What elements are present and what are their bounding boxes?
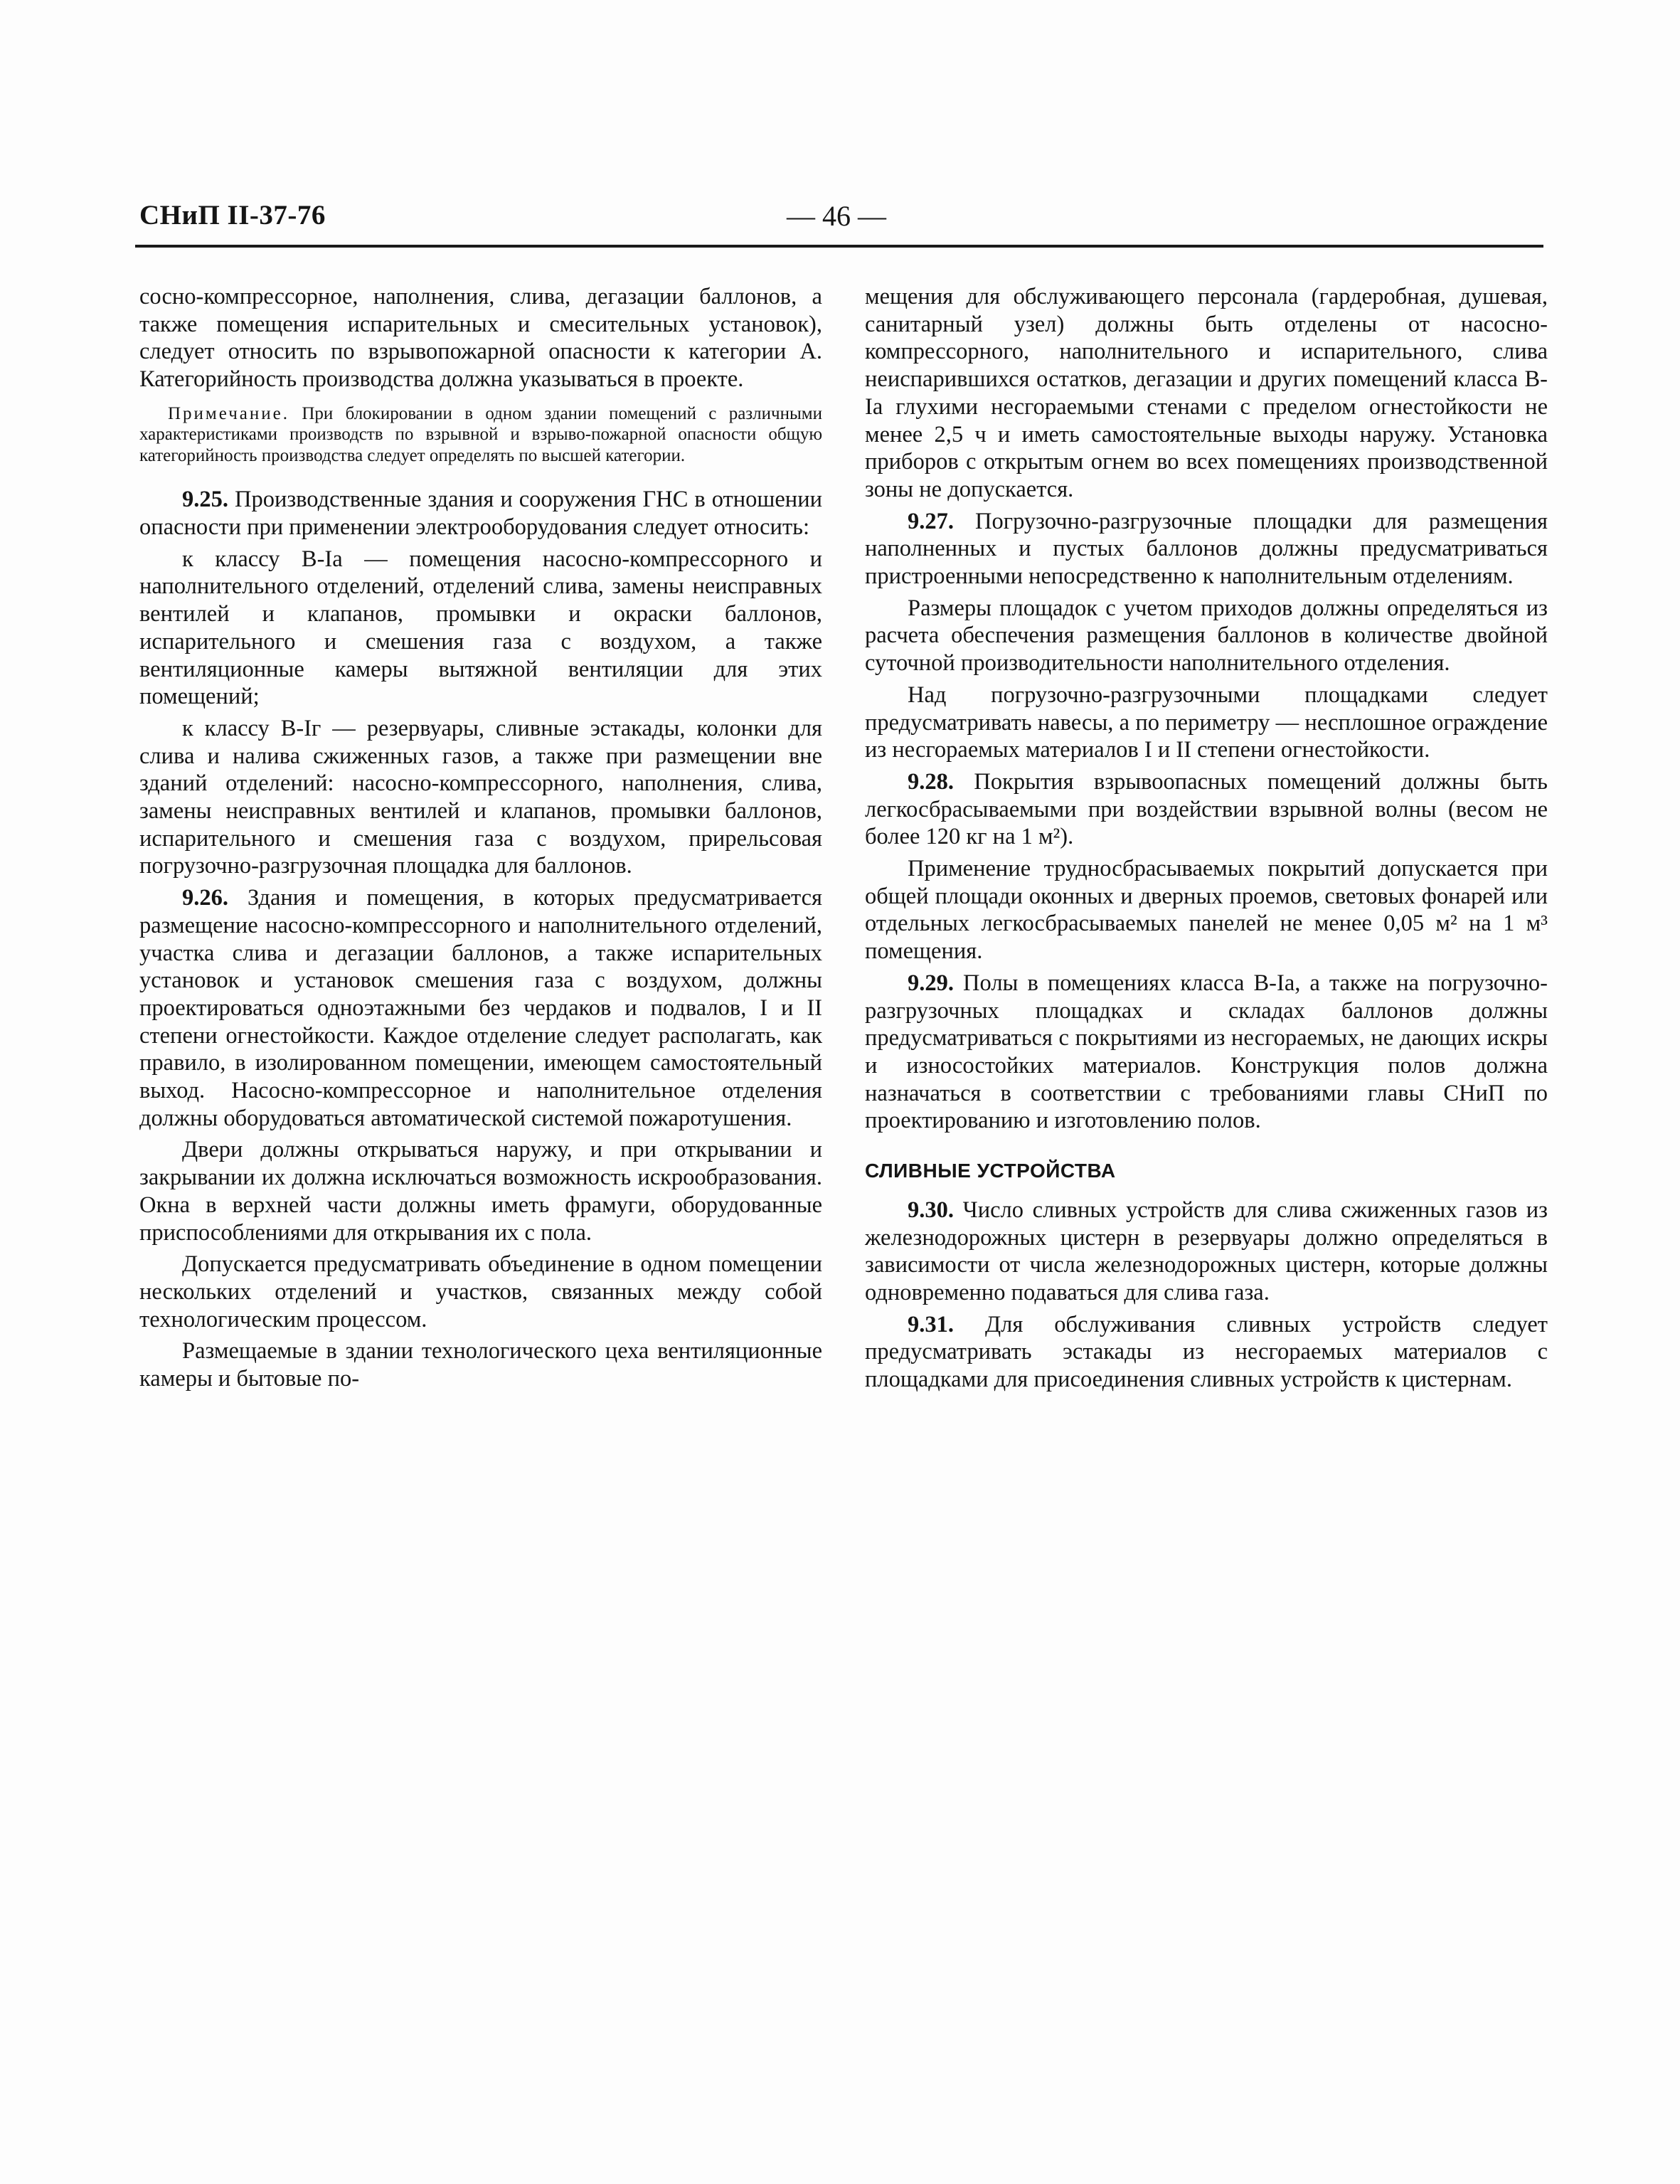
clause-9-31	[865, 1311, 1548, 1394]
page-header	[139, 199, 1533, 246]
clause-9-25-class-b: к классу В-Iг — резервуары, сливные эстакады, колонки для слива и налива сжиженных газов, а также при размещении вне зданий отделений: насосно-компрессорного, наполнения, слива, замены неисправных вентилей и клапанов, промывки баллонов, испарительного и смешения газа с воздухом, прирельсовая погрузочно-разгрузочная площадка для баллонов.	[139, 715, 822, 879]
note	[139, 403, 822, 467]
clause-text: Погрузочно-разгрузочные площадки для размещения наполненных и пустых баллонов должны предусматриваться пристроенными непосредственно к наполнительным отделениям.	[865, 508, 1548, 590]
clause-number: 9.25.	[182, 487, 228, 513]
right-column	[865, 283, 1548, 1398]
page-number: — 46 —	[787, 200, 886, 232]
paragraph-doors: Двери должны открываться наружу, и при открывании и закрывании их должна исключаться возможность искрообразования. Окна в верхней части должны иметь фрамуги, оборудованные приспособлениями для открывания их с пола.	[139, 1137, 822, 1246]
clause-text: Полы в помещениях класса В-Iа, а также на погрузочно-разгрузочных площадках и складах баллонов должны предусматриваться с покрытиями из несгораемых, не дающих искры и износостойких материалов. Конструкция полов должна назначаться в соответствии с требованиями главы СНиП по проектированию и изготовлению полов.	[865, 970, 1548, 1134]
clause-text: Производственные здания и сооружения ГНС в отношении опасности при применении электрооборудования следует относить:	[139, 487, 822, 541]
paragraph-sizes: Размеры площадок с учетом приходов должны определяться из расчета обеспечения размещения баллонов в количестве двойной суточной производительности наполнительного отделения.	[865, 595, 1548, 677]
paragraph-continued-right: мещения для обслуживающего персонала (гардеробная, душевая, санитарный узел) должны быть отделены от насосно-компрессорного, наполнительного и испарительного, слива неиспарившихся остатков, дегазации и других помещений класса В-Iа глухими несгораемыми стенами с пределом огнестойкости не менее 2,5 ч и иметь самостоятельные выходы наружу. Установка приборов с открытым огнем во всех помещениях производственной зоны не допускается.	[865, 284, 1548, 502]
clause-number: 9.26.	[182, 885, 228, 911]
clause-9-28	[865, 768, 1548, 851]
clause-number: 9.31.	[908, 1311, 954, 1337]
clause-number: 9.28.	[908, 768, 954, 795]
clause-9-25-class-a: к классу В-Iа — помещения насосно-компрессорного и наполнительного отделений, отделений слива, замены неисправных вентилей и клапанов, промывки и окраски баллонов, испарительного и смешения газа с воздухом, а также вентиляционные камеры вытяжной вентиляции для этих помещений;	[139, 546, 822, 710]
left-column	[139, 283, 822, 1397]
clause-number: 9.27.	[908, 508, 954, 534]
paragraph-combine: Допускается предусматривать объединение в одном помещении нескольких отделений и участков, связанных между собой технологическим процессом.	[139, 1251, 822, 1332]
header-rule	[135, 245, 1543, 248]
clause-9-29	[865, 970, 1548, 1135]
paragraph-ventilation: Размещаемые в здании технологического цеха вентиляционные камеры и бытовые по-	[139, 1338, 822, 1392]
document-code: СНиП II-37-76	[139, 200, 326, 230]
clause-9-27	[865, 508, 1548, 590]
paragraph-canopy: Над погрузочно-разгрузочными площадками следует предусматривать навесы, а по периметру — несплошное ограждение из несгораемых материалов I и II степени огнестойкости.	[865, 682, 1548, 763]
clause-number: 9.30.	[908, 1197, 954, 1223]
clause-text: Для обслуживания сливных устройств следует предусматривать эстакады из несгораемых материалов с площадками для присоединения сливных устройств к цистернам.	[865, 1311, 1548, 1393]
clause-9-25	[139, 486, 822, 541]
paragraph-roof: Применение трудносбрасываемых покрытий допускается при общей площади оконных и дверных проемов, световых фонарей или отдельных легкосбрасываемых панелей не менее 0,05 м² на 1 м³ помещения.	[865, 856, 1548, 965]
clause-text: Число сливных устройств для слива сжиженных газов из железнодорожных цистерн в резервуары должно определяться в зависимости от числа железнодорожных цистерн, которые должны одновременно подаваться для слива газа.	[865, 1197, 1548, 1305]
clause-9-26	[139, 884, 822, 1132]
paragraph-continued: сосно-компрессорное, наполнения, слива, дегазации баллонов, а также помещения испарительных и смесительных установок), следует относить по взрывопожарной опасности к категории А. Категорийность производства должна указываться в проекте.	[139, 284, 822, 393]
section-heading: СЛИВНЫЕ УСТРОЙСТВА	[865, 1160, 1116, 1182]
clause-number: 9.29.	[908, 970, 954, 996]
clause-text: Покрытия взрывоопасных помещений должны быть легкосбрасываемыми при воздействии взрывной волны (весом не более 120 кг на 1 м²).	[865, 768, 1548, 850]
note-text: При блокировании в одном здании помещений с различными характеристиками производств по взрывной и взрыво-пожарной опасности общую категорийность производства следует определять по высшей категории.	[139, 403, 822, 465]
note-label: Примечание.	[168, 403, 290, 423]
clause-9-30	[865, 1197, 1548, 1307]
clause-text: Здания и помещения, в которых предусматривается размещение насосно-компрессорного и наполнительного отделений, участка слива и дегазации баллонов, а также испарительных установок и установок смешения газа с воздухом, должны проектироваться одноэтажными без чердаков и подвалов, I и II степени огнестойкости. Каждое отделение следует располагать, как правило, в изолированном помещении, имеющем самостоятельный выход. Насосно-компрессорное и наполнительное отделения должны оборудоваться автоматической системой пожаротушения.	[139, 885, 822, 1131]
